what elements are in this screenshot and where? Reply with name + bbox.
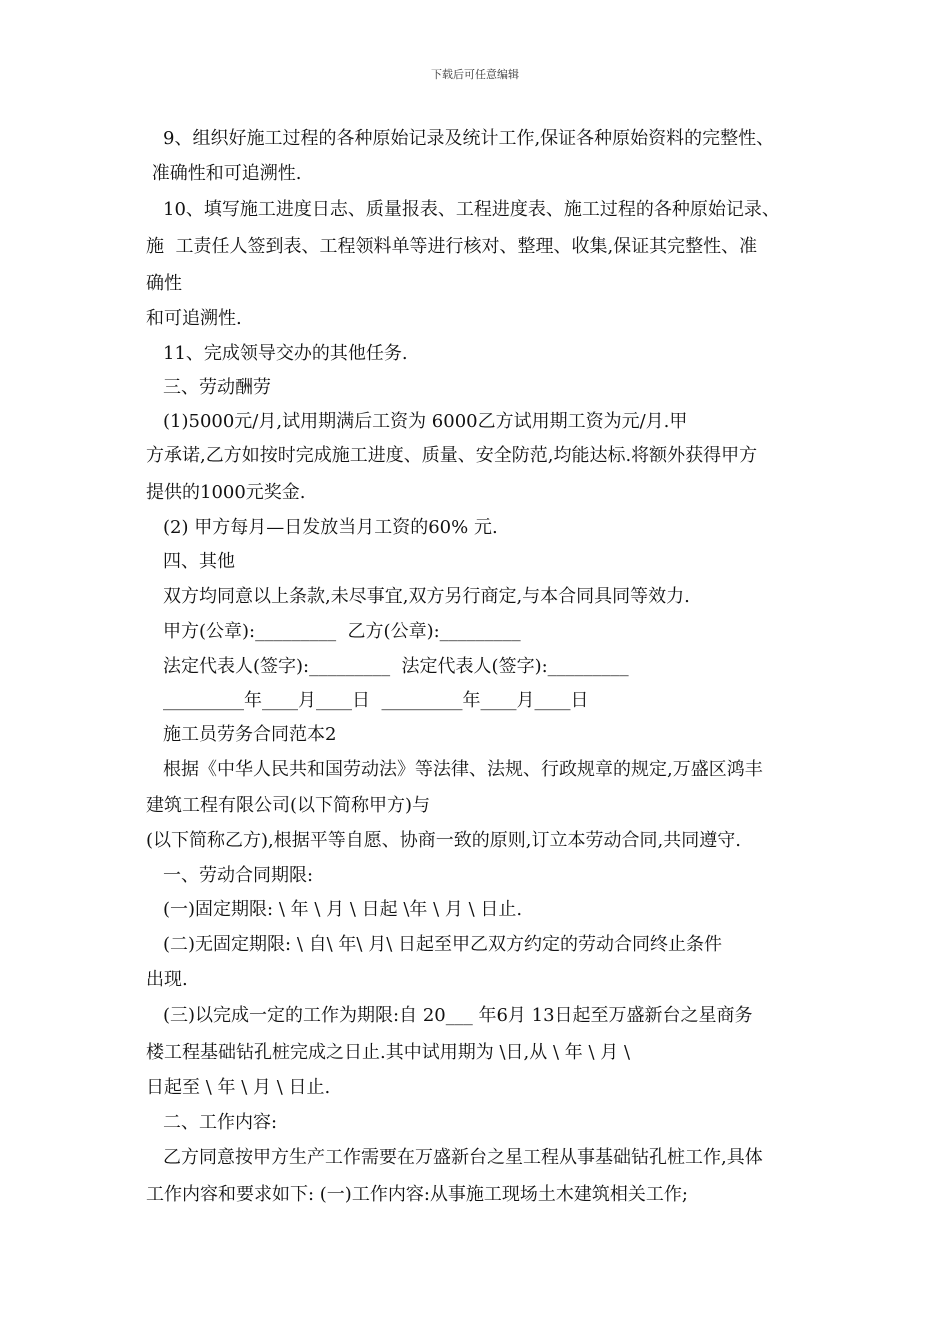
text-line: (一)固定期限: \ 年 \ 月 \ 日起 \年 \ 月 \ 日止. [163,899,523,920]
text-line: 双方均同意以上条款,未尽事宜,双方另行商定,与本合同具同等效力. [163,586,690,607]
text-line: 出现. [146,969,188,990]
text-line: (三)以完成一定的工作为期限:自 20___ 年6月 13日起至万盛新台之星商务 [163,1005,753,1026]
text-line: 日起至 \ 年 \ 月 \ 日止. [146,1077,331,1098]
text-line: 楼工程基础钻孔桩完成之日止.其中试用期为 \日,从 \ 年 \ 月 \ [146,1042,631,1063]
text-line: 提供的1000元奖金. [146,482,306,503]
document-title: 施工员劳务合同范本2 [163,724,337,745]
signature-line: 法定代表人(签字):_________ 法定代表人(签字):_________ [163,656,629,677]
text-line: 准确性和可追溯性. [146,163,302,184]
text-line: 确性 [146,273,182,294]
section-heading: 一、劳动合同期限: [163,865,314,886]
signature-line: 甲方(公章):_________ 乙方(公章):_________ [163,621,521,642]
section-heading: 四、其他 [163,551,235,572]
text-line: (1)5000元/月,试用期满后工资为 6000乙方试用期工资为元/月.甲 [163,411,688,432]
text-line: (以下简称乙方),根据平等自愿、协商一致的原则,订立本劳动合同,共同遵守. [146,830,741,851]
text-line: 11、完成领导交办的其他任务. [163,343,408,364]
text-line: 乙方同意按甲方生产工作需要在万盛新台之星工程从事基础钻孔桩工作,具体 [163,1147,763,1168]
text-line: 9、组织好施工过程的各种原始记录及统计工作,保证各种原始资料的完整性、 [163,128,775,149]
text-line: 和可追溯性. [146,308,242,329]
text-line: 方承诺,乙方如按时完成施工进度、质量、安全防范,均能达标.将额外获得甲方 [146,445,758,466]
text-line: (二)无固定期限: \ 自\ 年\ 月\ 日起至甲乙双方约定的劳动合同终止条件 [163,934,722,955]
text-line: (2) 甲方每月—日发放当月工资的60% 元. [163,517,498,538]
text-line: 10、填写施工进度日志、质量报表、工程进度表、施工过程的各种原始记录、 [163,199,780,220]
date-line: _________年____月____日 _________年____月____日 [163,690,589,711]
page-header: 下载后可任意编辑 [431,68,519,81]
text-line: 建筑工程有限公司(以下简称甲方)与 [146,795,431,816]
section-heading: 三、劳动酬劳 [163,377,271,398]
text-line: 根据《中华人民共和国劳动法》等法律、法规、行政规章的规定,万盛区鸿丰 [163,759,763,780]
text-line: 工作内容和要求如下: (一)工作内容:从事施工现场土木建筑相关工作; [146,1184,688,1205]
section-heading: 二、工作内容: [163,1112,278,1133]
text-line: 施 工责任人签到表、工程领料单等进行核对、整理、收集,保证其完整性、准 [146,236,758,257]
